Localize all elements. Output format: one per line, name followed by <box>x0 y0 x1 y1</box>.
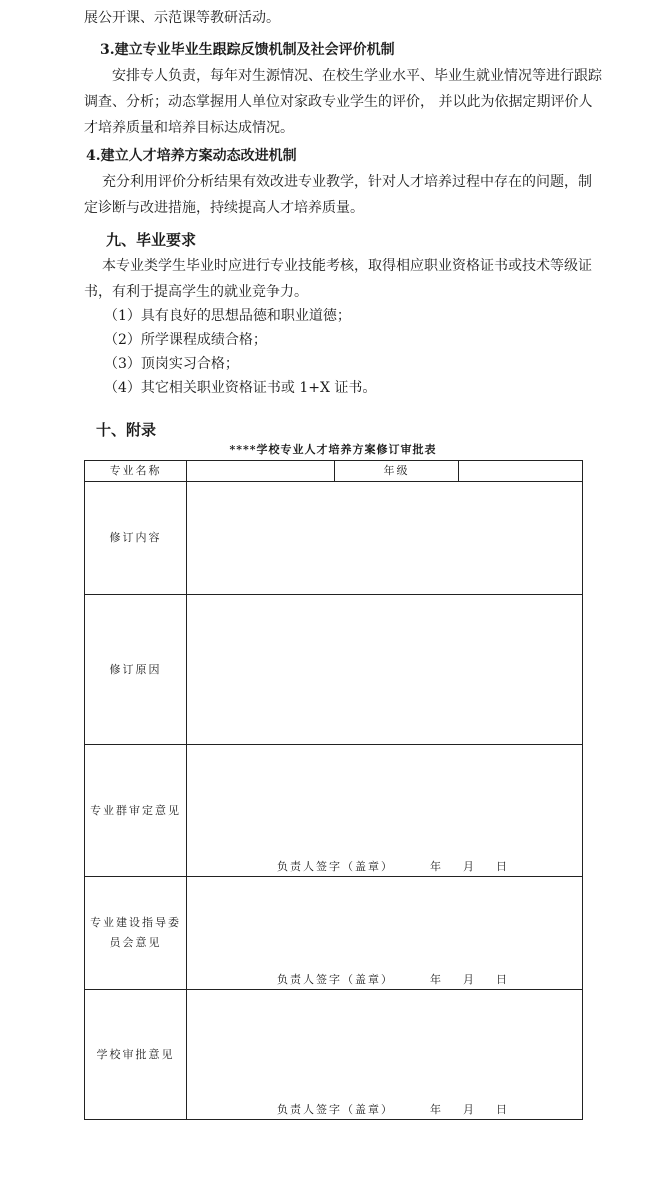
signature-line <box>277 1101 509 1117</box>
committee-opinion-label-line1: 专业建设指导委 <box>90 916 181 929</box>
table-row <box>85 877 583 990</box>
grade-value-cell[interactable] <box>459 461 583 482</box>
group-opinion-label: 专业群审定意见 <box>85 745 187 877</box>
year-label: 年 <box>430 973 443 986</box>
major-name-label: 专业名称 <box>85 461 187 482</box>
signature-label: 负责人签字（盖章） <box>277 1103 394 1116</box>
paragraph-line: 充分利用评价分析结果有效改进专业教学，针对人才培养过程中存在的问题，制 <box>102 174 592 190</box>
paragraph-line: 调查、分析；动态掌握用人单位对家政专业学生的评价， 并以此为依据定期评价人 <box>84 94 593 110</box>
subheading-improvement-mechanism: 4.建立人才培养方案动态改进机制 <box>86 148 297 164</box>
major-name-value-cell[interactable] <box>187 461 335 482</box>
paragraph-line: 本专业类学生毕业时应进行专业技能考核，取得相应职业资格证书或技术等级证 <box>102 258 592 274</box>
paragraph-line: 安排专人负责，每年对生源情况、在校生学业水平、毕业生就业情况等进行跟踪 <box>112 68 602 84</box>
approval-table <box>84 460 583 1120</box>
section-heading-appendix: 十、附录 <box>96 421 157 439</box>
school-opinion-cell[interactable] <box>187 990 583 1120</box>
list-item: （1）具有良好的思想品德和职业道德； <box>104 308 351 324</box>
signature-label: 负责人签字（盖章） <box>277 860 394 873</box>
signature-label: 负责人签字（盖章） <box>277 973 394 986</box>
paragraph-line: 才培养质量和培养目标达成情况。 <box>84 120 294 136</box>
signature-line <box>277 971 509 987</box>
section-heading-graduation: 九、毕业要求 <box>106 231 197 249</box>
table-header-row <box>85 461 583 482</box>
year-label: 年 <box>430 860 443 873</box>
month-label: 月 <box>463 973 476 986</box>
day-label: 日 <box>496 973 509 986</box>
list-item: （2）所学课程成绩合格； <box>104 332 267 348</box>
committee-opinion-label-line2: 员会意见 <box>109 936 162 949</box>
table-row <box>85 990 583 1120</box>
revision-content-cell[interactable] <box>187 482 583 595</box>
signature-line <box>277 858 509 874</box>
paragraph-line: 展公开课、示范课等教研活动。 <box>84 10 280 26</box>
list-item: （3）顶岗实习合格； <box>104 356 239 372</box>
paragraph-line: 书，有利于提高学生的就业竞争力。 <box>84 284 308 300</box>
committee-opinion-label <box>85 877 187 990</box>
table-row <box>85 595 583 745</box>
table-title: ****学校专业人才培养方案修订审批表 <box>229 443 437 456</box>
paragraph-line: 定诊断与改进措施，持续提高人才培养质量。 <box>84 200 364 216</box>
month-label: 月 <box>463 1103 476 1116</box>
subheading-tracking-mechanism: 3.建立专业毕业生跟踪反馈机制及社会评价机制 <box>100 42 395 58</box>
day-label: 日 <box>496 1103 509 1116</box>
table-row <box>85 482 583 595</box>
revision-reason-cell[interactable] <box>187 595 583 745</box>
month-label: 月 <box>463 860 476 873</box>
year-label: 年 <box>430 1103 443 1116</box>
committee-opinion-cell[interactable] <box>187 877 583 990</box>
revision-content-label: 修订内容 <box>85 482 187 595</box>
revision-reason-label: 修订原因 <box>85 595 187 745</box>
table-row <box>85 745 583 877</box>
day-label: 日 <box>496 860 509 873</box>
list-item: （4）其它相关职业资格证书或 1+X 证书。 <box>104 380 377 396</box>
school-opinion-label: 学校审批意见 <box>85 990 187 1120</box>
grade-label: 年级 <box>335 461 459 482</box>
group-opinion-cell[interactable] <box>187 745 583 877</box>
